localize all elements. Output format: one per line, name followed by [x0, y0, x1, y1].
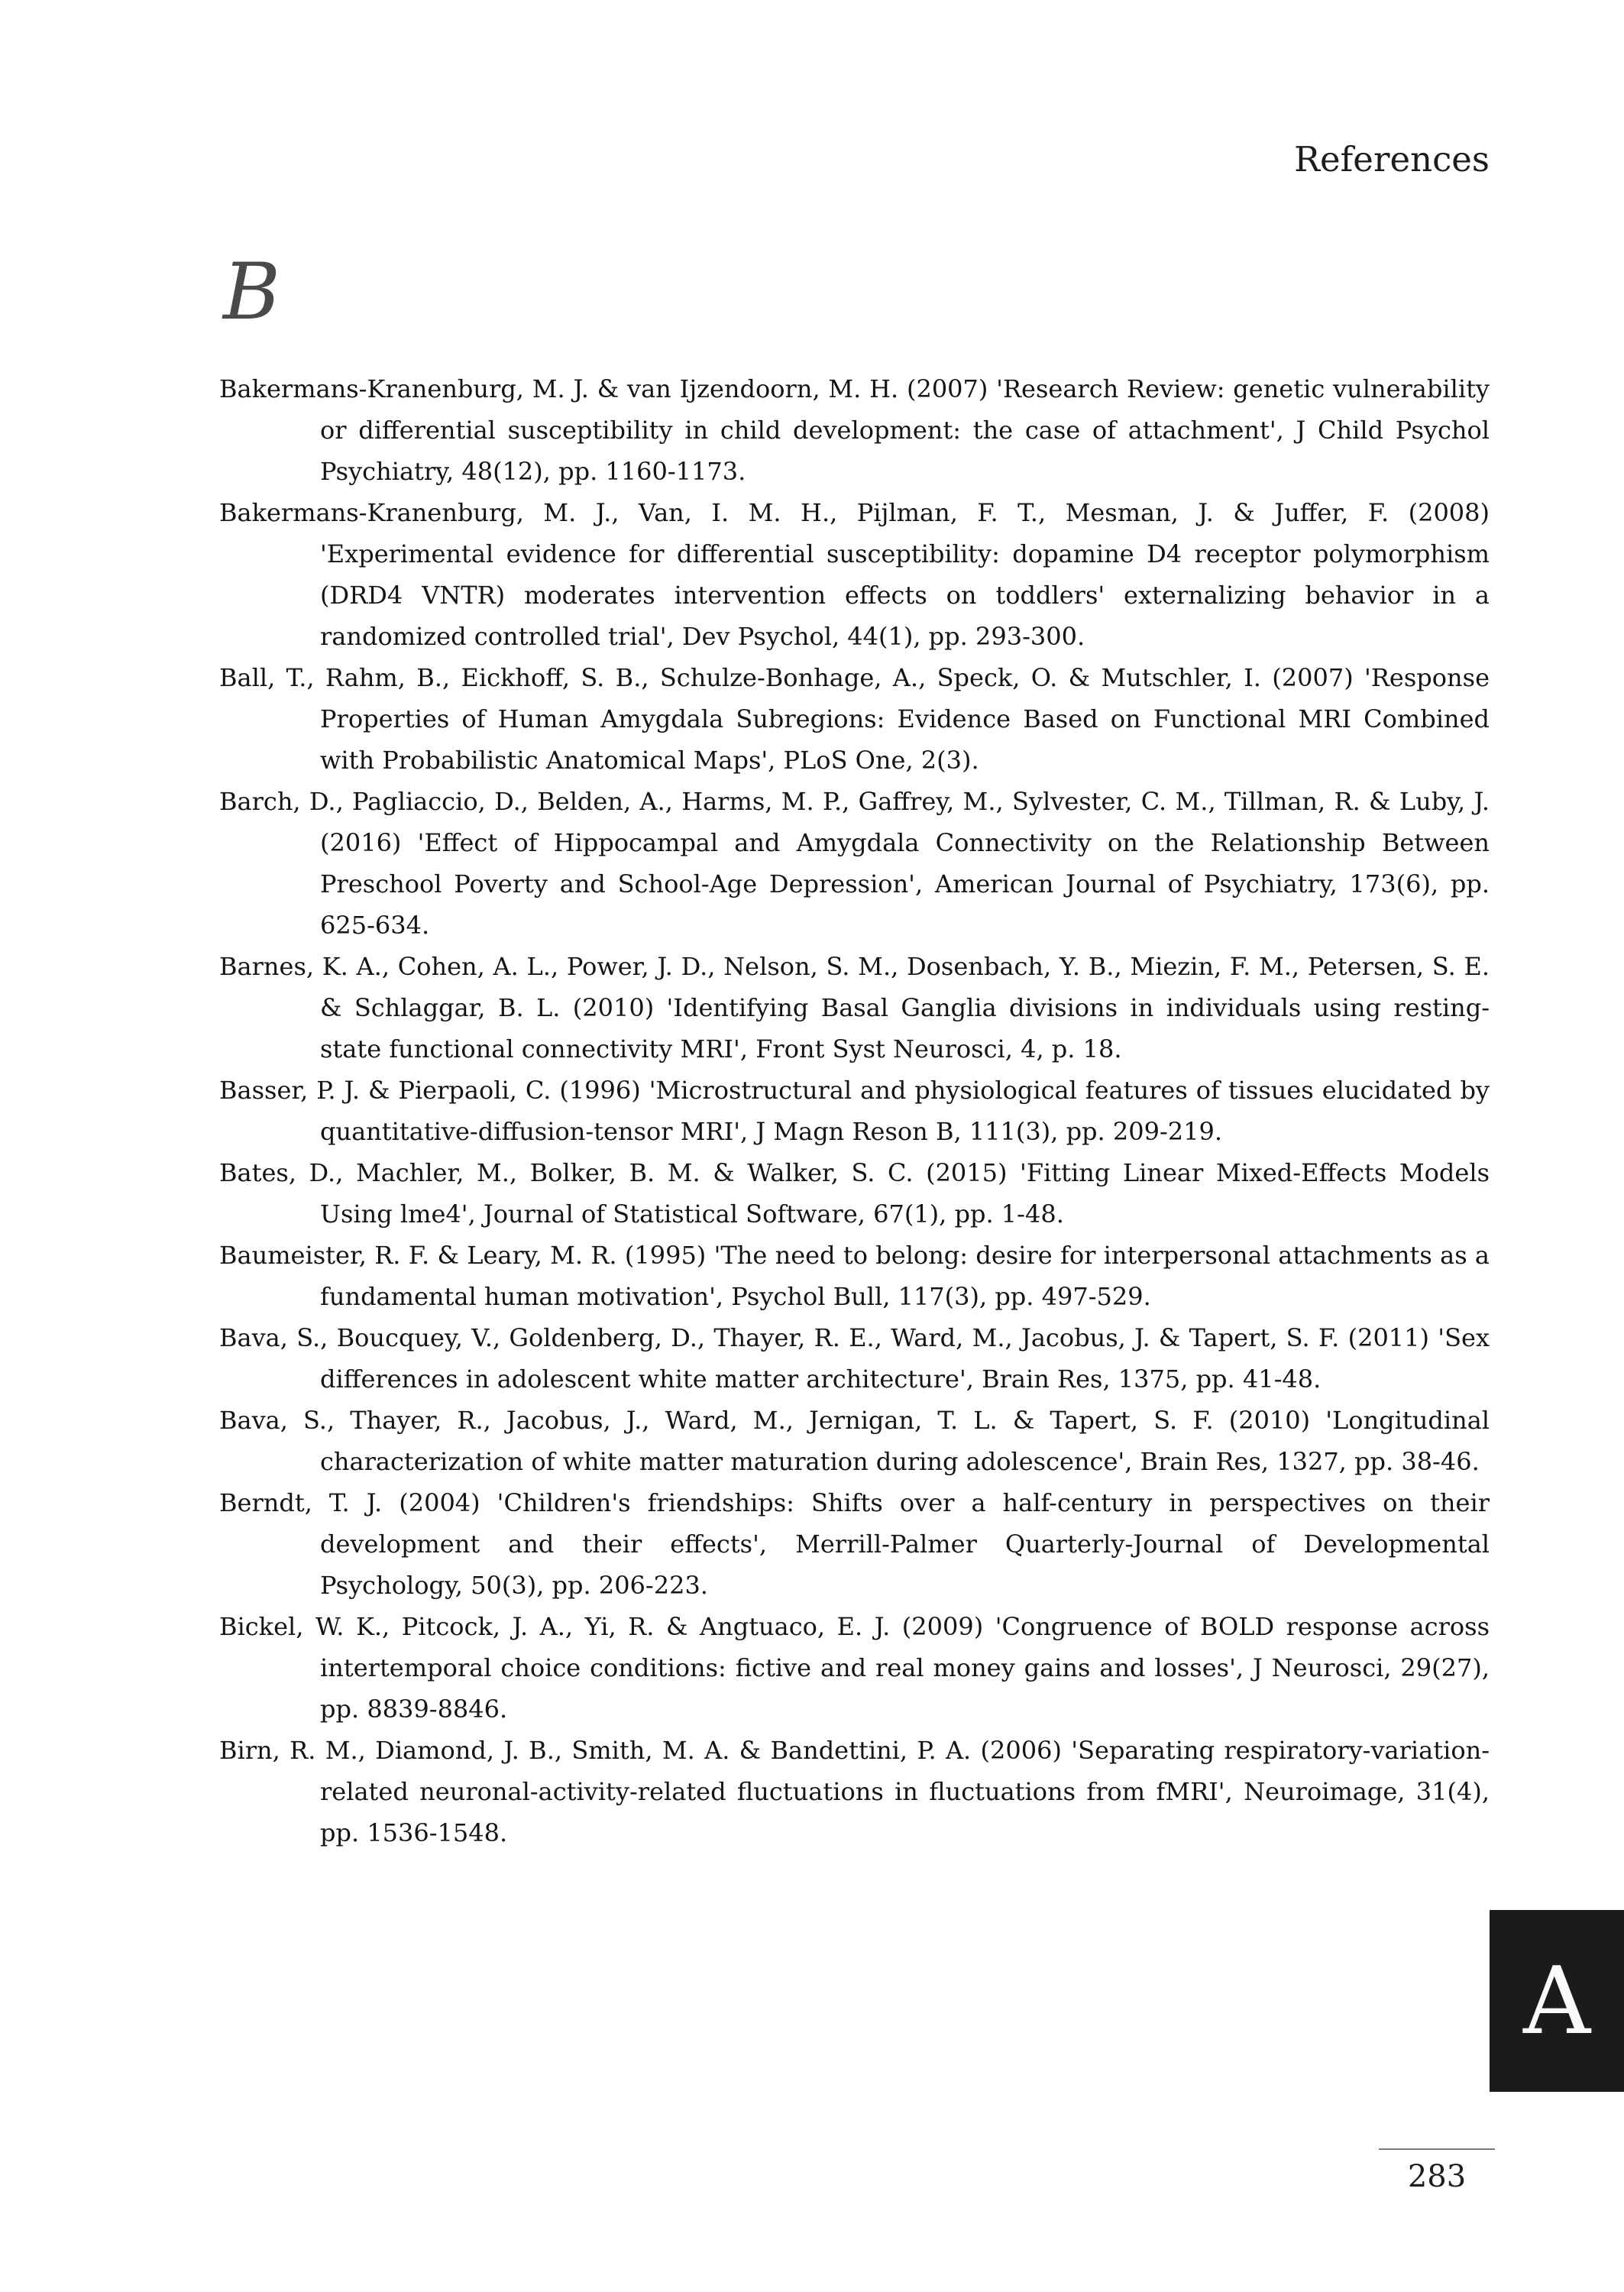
reference-entry: Bakermans-Kranenburg, M. J., Van, I. M. H., Pijlman, F. T., Mesman, J. & Juffer, F. (2008) 'Experimental evidence for differential susceptibility: dopamine D4 receptor polymorphism (DRD4 VNTR) moderates intervention effects on toddlers' externalizing behavior in a randomized controlled trial', Dev Psychol, 44(1), pp. 293-300.	[219, 498, 1490, 651]
reference-entry: Basser, P. J. & Pierpaoli, C. (1996) 'Microstructural and physiological features of tissues elucidated by quantitative-diffusion-tensor MRI', J Magn Reson B, 111(3), pp. 209-219.	[219, 1076, 1490, 1146]
reference-entry: Berndt, T. J. (2004) 'Children's friendships: Shifts over a half-century in perspectives on their development and their effects', Merrill-Palmer Quarterly-Journal of Developmental Psychology, 50(3), pp. 206-223.	[219, 1488, 1490, 1600]
reference-list	[219, 368, 1490, 1853]
reference-entry: Bates, D., Machler, M., Bolker, B. M. & Walker, S. C. (2015) 'Fitting Linear Mixed-Effects Models Using lme4', Journal of Statistical Software, 67(1), pp. 1-48.	[219, 1158, 1490, 1229]
reference-entry: Bava, S., Boucquey, V., Goldenberg, D., Thayer, R. E., Ward, M., Jacobus, J. & Tapert, S. F. (2011) 'Sex differences in adolescent white matter architecture', Brain Res, 1375, pp. 41-48.	[219, 1323, 1490, 1394]
page-footer	[1379, 2148, 1495, 2194]
reference-entry: Ball, T., Rahm, B., Eickhoff, S. B., Schulze-Bonhage, A., Speck, O. & Mutschler, I. (2007) 'Response Properties of Human Amygdala Subregions: Evidence Based on Functional MRI Combined with Probabilistic Anatomical Maps', PLoS One, 2(3).	[219, 663, 1490, 775]
reference-entry: Baumeister, R. F. & Leary, M. R. (1995) 'The need to belong: desire for interpersonal attachments as a fundamental human motivation', Psychol Bull, 117(3), pp. 497-529.	[219, 1241, 1490, 1311]
reference-entry: Barnes, K. A., Cohen, A. L., Power, J. D., Nelson, S. M., Dosenbach, Y. B., Miezin, F. M., Petersen, S. E. & Schlaggar, B. L. (2010) 'Identifying Basal Ganglia divisions in individuals using resting-state functional connectivity MRI', Front Syst Neurosci, 4, p. 18.	[219, 952, 1490, 1063]
thumb-tab-letter: A	[1522, 1947, 1591, 2055]
page-number: 283	[1407, 2159, 1467, 2194]
reference-entry: Barch, D., Pagliaccio, D., Belden, A., Harms, M. P., Gaffrey, M., Sylvester, C. M., Tillman, R. & Luby, J. (2016) 'Effect of Hippocampal and Amygdala Connectivity on the Relationship Between Preschool Poverty and School-Age Depression', American Journal of Psychiatry, 173(6), pp. 625-634.	[219, 787, 1490, 940]
reference-entry: Birn, R. M., Diamond, J. B., Smith, M. A. & Bandettini, P. A. (2006) 'Separating respiratory-variation-related neuronal-activity-related fluctuations in fluctuations from fMRI', Neuroimage, 31(4), pp. 1536-1548.	[219, 1736, 1490, 1847]
reference-entry: Bava, S., Thayer, R., Jacobus, J., Ward, M., Jernigan, T. L. & Tapert, S. F. (2010) 'Longitudinal characterization of white matter maturation during adolescence', Brain Res, 1327, pp. 38-46.	[219, 1406, 1490, 1476]
section-letter-heading: B	[223, 247, 280, 338]
reference-entry: Bickel, W. K., Pitcock, J. A., Yi, R. & Angtuaco, E. J. (2009) 'Congruence of BOLD response across intertemporal choice conditions: fictive and real money gains and losses', J Neurosci, 29(27), pp. 8839-8846.	[219, 1612, 1490, 1724]
running-header: References	[1294, 139, 1490, 180]
footer-divider	[1379, 2148, 1495, 2150]
reference-entry: Bakermans-Kranenburg, M. J. & van Ijzendoorn, M. H. (2007) 'Research Review: genetic vulnerability or differential susceptibility in child development: the case of attachment', J Child Psychol Psychiatry, 48(12), pp. 1160-1173.	[219, 374, 1490, 486]
alphabet-thumb-tab	[1490, 1910, 1624, 2092]
